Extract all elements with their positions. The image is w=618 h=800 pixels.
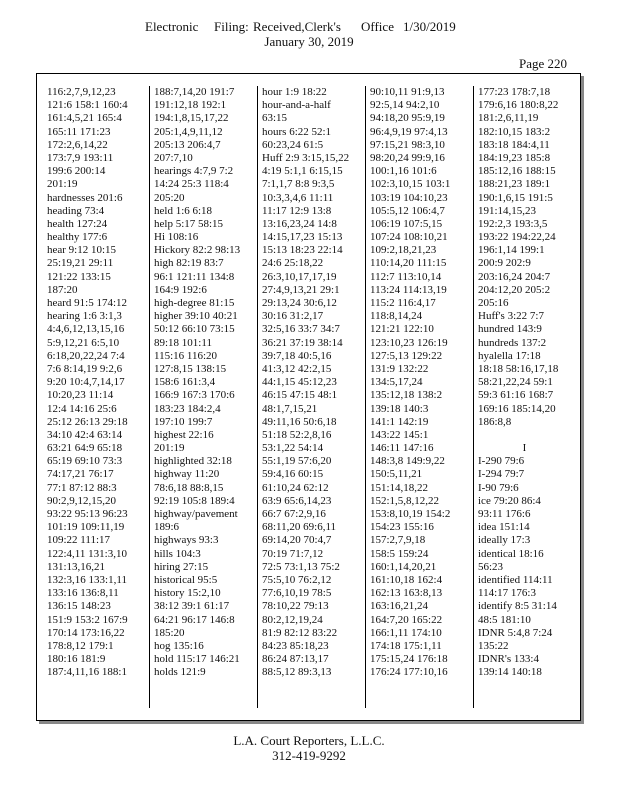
index-line: 133:16 136:8,11 <box>47 587 119 600</box>
index-line: 9:20 10:4,7,14,17 <box>47 376 125 389</box>
index-line: 131:13,16,21 <box>47 560 106 573</box>
index-line: idea 151:14 <box>478 521 530 534</box>
index-line: 194:1,8,15,17,22 <box>154 112 229 125</box>
index-line: hours 6:22 52:1 <box>262 125 332 138</box>
index-line: 32:5,16 33:7 34:7 <box>262 323 340 336</box>
index-line: 180:16 181:9 <box>47 653 106 666</box>
index-line: 193:22 194:22,24 <box>478 231 556 244</box>
index-line: 89:18 101:11 <box>154 336 212 349</box>
index-line: 178:8,12 179:1 <box>47 639 114 652</box>
index-line: 201:19 <box>154 442 185 455</box>
index-line: hyalella 17:18 <box>478 349 541 362</box>
index-line: 7:1,1,7 8:8 9:3,5 <box>262 178 335 191</box>
index-line: heading 73:4 <box>47 204 105 217</box>
index-line: heard 91:5 174:12 <box>47 297 128 309</box>
index-line: 121:6 158:1 160:4 <box>47 99 128 112</box>
index-line: 143:22 145:1 <box>370 428 429 441</box>
index-line: 191:14,15,23 <box>478 204 537 217</box>
index-line: 188:7,14,20 191:7 <box>154 86 235 98</box>
index-line: 18:18 58:16,17,18 <box>478 362 559 375</box>
index-line: 102:3,10,15 103:1 <box>370 178 451 191</box>
index-line: 78:10,22 79:13 <box>262 600 329 613</box>
index-line: 139:18 140:3 <box>370 402 429 415</box>
index-line: 115:16 116:20 <box>154 349 218 362</box>
index-line: 174:18 175:1,11 <box>370 639 442 652</box>
index-line: 136:15 148:23 <box>47 600 111 613</box>
index-line: 72:5 73:1,13 75:2 <box>262 560 340 573</box>
index-line: 203:16,24 204:7 <box>478 270 551 283</box>
index-line: 48:5 181:10 <box>478 613 531 626</box>
index-line: 204:12,20 205:2 <box>478 283 551 296</box>
index-line: 68:11,20 69:6,11 <box>262 521 337 534</box>
index-line: 78:6,18 88:8,15 <box>154 481 224 494</box>
index-line: 205:1,4,9,11,12 <box>154 125 223 138</box>
index-line: 110:14,20 111:15 <box>370 257 447 270</box>
index-line: 5:9,12,21 6:5,10 <box>47 336 120 349</box>
index-line: 49:11,16 50:6,18 <box>262 415 337 428</box>
index-column-3 <box>257 86 365 708</box>
index-line: 63:21 64:9 65:18 <box>47 442 123 455</box>
index-line: hearings 4:7,9 7:2 <box>154 165 234 178</box>
index-line: hour-and-a-half <box>262 99 331 112</box>
index-line: 179:6,16 180:8,22 <box>478 99 559 112</box>
index-line: 187:4,11,16 188:1 <box>47 666 127 679</box>
index-line: identify 8:5 31:14 <box>478 600 557 613</box>
index-line: 186:8,8 <box>478 415 512 428</box>
index-line: 205:13 206:4,7 <box>154 138 221 151</box>
index-line: 123:10,23 126:19 <box>370 336 448 349</box>
index-line: IDNR's 133:4 <box>478 653 539 666</box>
index-line: 122:4,11 131:3,10 <box>47 547 127 560</box>
index-line: 81:9 82:12 83:22 <box>262 626 338 639</box>
index-line: 160:1,14,20,21 <box>370 560 437 573</box>
index-line: 109:2,18,21,23 <box>370 244 437 257</box>
index-line: 11:17 12:9 13:8 <box>262 204 332 217</box>
index-column-1 <box>43 86 149 708</box>
index-line: Hi 108:16 <box>154 231 199 244</box>
index-column-5 <box>473 86 579 708</box>
index-line: ice 79:20 86:4 <box>478 494 541 507</box>
index-line: high-degree 81:15 <box>154 297 235 309</box>
index-line: 50:12 66:10 73:15 <box>154 323 235 336</box>
index-line: 101:19 109:11,19 <box>47 521 125 534</box>
index-line: I-290 79:6 <box>478 455 525 468</box>
index-line: 10:20,23 11:14 <box>47 389 114 402</box>
footer-phone: 312-419-9292 <box>272 748 346 763</box>
index-line: I-294 79:7 <box>478 468 525 481</box>
index-line: hardnesses 201:6 <box>47 191 123 204</box>
index-line: 86:24 87:13,17 <box>262 653 329 666</box>
index-line: Huff's 3:22 7:7 <box>478 310 544 323</box>
index-line: 148:3,8 149:9,22 <box>370 455 445 468</box>
index-line: 114:17 176:3 <box>478 587 536 600</box>
index-line: 77:6,10,19 78:5 <box>262 587 332 600</box>
index-line: 7:6 8:14,19 9:2,6 <box>47 362 123 375</box>
index-line: 24:6 25:18,22 <box>262 257 324 270</box>
index-line: hiring 27:15 <box>154 560 209 573</box>
index-line: 6:18,20,22,24 7:4 <box>47 349 125 362</box>
index-line: 188:21,23 189:1 <box>478 178 551 191</box>
index-line: 63:9 65:6,14,23 <box>262 494 332 507</box>
index-line: 172:2,6,14,22 <box>47 138 108 151</box>
index-line: 96:4,9,19 97:4,13 <box>370 125 448 138</box>
index-line: 66:7 67:2,9,16 <box>262 508 326 520</box>
index-line: 135:22 <box>478 639 509 652</box>
index-line: 59:4,16 60:15 <box>262 468 324 481</box>
index-line: highway/pavement <box>154 508 238 520</box>
index-line: 10:3,3,4,6 11:11 <box>262 191 334 204</box>
header-received: Received,Clerk's <box>253 19 341 34</box>
index-line: 177:23 178:7,18 <box>478 86 551 98</box>
index-line: 38:12 39:1 61:17 <box>154 600 230 613</box>
index-line: identical 18:16 <box>478 547 544 560</box>
index-line: Hickory 82:2 98:13 <box>154 244 241 257</box>
index-line: 205:16 <box>478 297 509 309</box>
index-line: history 15:2,10 <box>154 587 221 600</box>
header-date-long: January 30, 2019 <box>264 34 354 49</box>
index-line: 169:16 185:14,20 <box>478 402 556 415</box>
index-line: 27:4,9,13,21 29:1 <box>262 283 340 296</box>
index-column-2 <box>149 86 257 708</box>
index-line: 26:3,10,17,17,19 <box>262 270 337 283</box>
index-line: help 5:17 58:15 <box>154 217 224 230</box>
index-line: 166:9 167:3 170:6 <box>154 389 235 402</box>
index-line: 121:21 122:10 <box>370 323 434 336</box>
index-line: 93:11 176:6 <box>478 508 531 520</box>
index-line: 105:5,12 106:4,7 <box>370 204 445 217</box>
index-line: 14:24 25:3 118:4 <box>154 178 229 191</box>
index-line: hills 104:3 <box>154 547 201 560</box>
index-line: 152:1,5,8,12,22 <box>370 494 440 507</box>
index-line: highway 11:20 <box>154 468 220 481</box>
index-line: hold 115:17 146:21 <box>154 653 240 666</box>
index-line: 4:19 5:1,1 6:15,15 <box>262 165 343 178</box>
index-line: 134:5,17,24 <box>370 376 423 389</box>
index-line: hundred 143:9 <box>478 323 542 336</box>
index-line: 161:4,5,21 165:4 <box>47 112 122 125</box>
index-line: 39:7,18 40:5,16 <box>262 349 332 362</box>
index-line: hearing 1:6 3:1,3 <box>47 310 122 323</box>
index-line: 187:20 <box>47 283 78 296</box>
index-line: 80:2,12,19,24 <box>262 613 323 626</box>
index-line: 184:19,23 185:8 <box>478 151 551 164</box>
index-line: 162:13 163:8,13 <box>370 587 443 600</box>
index-line: 25:19,21 29:11 <box>47 257 114 270</box>
index-line: high 82:19 83:7 <box>154 257 224 270</box>
index-line: 197:10 199:7 <box>154 415 213 428</box>
index-line: historical 95:5 <box>154 573 218 586</box>
header-office: Office <box>361 19 394 34</box>
index-line: hundreds 137:2 <box>478 336 547 349</box>
index-line: 29:13,24 30:6,12 <box>262 297 337 309</box>
index-line: 70:19 71:7,12 <box>262 547 324 560</box>
index-line: 98:20,24 99:9,16 <box>370 151 445 164</box>
index-line: 41:3,12 42:2,15 <box>262 362 332 375</box>
index-line: holds 121:9 <box>154 666 206 679</box>
index-line: 173:7,9 193:11 <box>47 151 114 164</box>
header-filing: Filing: <box>214 19 249 34</box>
index-line: identified 114:11 <box>478 573 553 586</box>
index-line: 63:15 <box>262 112 288 125</box>
index-line: 170:14 173:16,22 <box>47 626 125 639</box>
index-line: 92:19 105:8 189:4 <box>154 494 235 507</box>
index-line: healthy 177:6 <box>47 231 108 244</box>
index-line: 59:3 61:16 168:7 <box>478 389 554 402</box>
index-line: 90:10,11 91:9,13 <box>370 86 445 98</box>
page-number: Page 220 <box>518 56 567 71</box>
index-line: 60:23,24 61:5 <box>262 138 324 151</box>
index-line: 109:22 111:17 <box>47 534 111 547</box>
index-line: 14:15,17,23 15:13 <box>262 231 343 244</box>
index-line: 30:16 31:2,17 <box>262 310 324 323</box>
index-line: 94:18,20 95:9,19 <box>370 112 445 125</box>
index-line: 164:7,20 165:22 <box>370 613 443 626</box>
index-line: 153:8,10,19 154:2 <box>370 508 451 520</box>
index-line: 13:16,23,24 14:8 <box>262 217 337 230</box>
index-line: 182:10,15 183:2 <box>478 125 551 138</box>
index-line: 185:12,16 188:15 <box>478 165 556 178</box>
index-line: 185:20 <box>154 626 185 639</box>
index-line: 115:2 116:4,17 <box>370 297 436 309</box>
footer-company: L.A. Court Reporters, L.L.C. <box>233 733 385 748</box>
index-line: higher 39:10 40:21 <box>154 310 238 323</box>
index-line: 157:2,7,9,18 <box>370 534 426 547</box>
index-line: 131:9 132:22 <box>370 362 429 375</box>
index-line: 151:14,18,22 <box>370 481 429 494</box>
index-line: 88:5,12 89:3,13 <box>262 666 332 679</box>
index-line: 175:15,24 176:18 <box>370 653 448 666</box>
index-line: ideally 17:3 <box>478 534 531 547</box>
header-electronic: Electronic <box>145 19 199 34</box>
index-line: 192:2,3 193:3,5 <box>478 217 548 230</box>
index-frame <box>36 73 581 721</box>
index-line: 46:15 47:15 48:1 <box>262 389 338 402</box>
index-line: 183:23 184:2,4 <box>154 402 221 415</box>
index-line: IDNR 5:4,8 7:24 <box>478 626 553 639</box>
index-line: 97:15,21 98:3,10 <box>370 138 445 151</box>
index-line: 146:11 147:16 <box>370 442 434 455</box>
index-line: 106:19 107:5,15 <box>370 217 443 230</box>
index-line: 183:18 184:4,11 <box>478 138 550 151</box>
index-line: 196:1,14 199:1 <box>478 244 545 257</box>
index-line: 92:5,14 94:2,10 <box>370 99 440 112</box>
index-line: 36:21 37:19 38:14 <box>262 336 343 349</box>
index-line: 84:23 85:18,23 <box>262 639 329 652</box>
index-line: 116:2,7,9,12,23 <box>47 86 116 98</box>
index-line: 96:1 121:11 134:8 <box>154 270 235 283</box>
index-line: 44:1,15 45:12,23 <box>262 376 337 389</box>
index-line: 51:18 52:2,8,16 <box>262 428 332 441</box>
index-line: 121:22 133:15 <box>47 270 111 283</box>
index-line: 48:1,7,15,21 <box>262 402 318 415</box>
index-line: 56:23 <box>478 560 504 573</box>
index-line: 77:1 87:12 88:3 <box>47 481 117 494</box>
index-line: highways 93:3 <box>154 534 219 547</box>
index-line: 132:3,16 133:1,11 <box>47 573 127 586</box>
index-line: 90:2,9,12,15,20 <box>47 494 117 507</box>
index-line: 135:12,18 138:2 <box>370 389 443 402</box>
index-line: 64:21 96:17 146:8 <box>154 613 235 626</box>
index-line: 107:24 108:10,21 <box>370 231 448 244</box>
index-line: 166:1,11 174:10 <box>370 626 442 639</box>
index-line: 34:10 42:4 63:14 <box>47 428 123 441</box>
index-line: 191:12,18 192:1 <box>154 99 227 112</box>
index-line: 199:6 200:14 <box>47 165 106 178</box>
index-line: 15:13 18:23 22:14 <box>262 244 343 257</box>
index-line: 165:11 171:23 <box>47 125 111 138</box>
index-line: 100:1,16 101:6 <box>370 165 437 178</box>
index-line: 112:7 113:10,14 <box>370 270 442 283</box>
index-line: 150:5,11,21 <box>370 468 423 481</box>
index-line: 4:4,6,12,13,15,16 <box>47 323 125 336</box>
index-line: 74:17,21 76:17 <box>47 468 114 481</box>
index-line: held 1:6 6:18 <box>154 204 213 217</box>
index-line: I <box>522 442 527 455</box>
index-line: 141:1 142:19 <box>370 415 429 428</box>
index-line: 53:1,22 54:14 <box>262 442 324 455</box>
index-line: 154:23 155:16 <box>370 521 434 534</box>
index-line: 61:10,24 62:12 <box>262 481 329 494</box>
index-line: 163:16,21,24 <box>370 600 429 613</box>
index-line: 164:9 192:6 <box>154 283 207 296</box>
index-line: I-90 79:6 <box>478 481 519 494</box>
index-line: highlighted 32:18 <box>154 455 232 468</box>
index-line: 205:20 <box>154 191 185 204</box>
index-line: 25:12 26:13 29:18 <box>47 415 128 428</box>
index-line: 75:5,10 76:2,12 <box>262 573 332 586</box>
index-line: highest 22:16 <box>154 428 214 441</box>
index-line: hour 1:9 18:22 <box>262 86 327 98</box>
index-line: 207:7,10 <box>154 151 193 164</box>
index-line: health 127:24 <box>47 217 108 230</box>
index-line <box>478 429 579 442</box>
index-line: 58:21,22,24 59:1 <box>478 376 553 389</box>
index-line: hear 9:12 10:15 <box>47 244 117 257</box>
index-line: 139:14 140:18 <box>478 666 542 679</box>
index-line: 189:6 <box>154 521 180 534</box>
index-column-4 <box>365 86 473 708</box>
index-line: Huff 2:9 3:15,15,22 <box>262 151 350 164</box>
index-line: 158:6 161:3,4 <box>154 376 216 389</box>
index-line: 12:4 14:16 25:6 <box>47 402 117 415</box>
index-line: 161:10,18 162:4 <box>370 573 443 586</box>
index-line: 118:8,14,24 <box>370 310 423 323</box>
index-line: 127:8,15 138:15 <box>154 362 227 375</box>
index-line: 113:24 114:13,19 <box>370 283 447 296</box>
index-line: 55:1,19 57:6,20 <box>262 455 332 468</box>
index-line: 181:2,6,11,19 <box>478 112 539 125</box>
index-line: 190:1,6,15 191:5 <box>478 191 553 204</box>
index-line: 158:5 159:24 <box>370 547 429 560</box>
index-line: 127:5,13 129:22 <box>370 349 443 362</box>
index-line: 201:19 <box>47 178 78 191</box>
index-line: 200:9 202:9 <box>478 257 531 270</box>
index-line: 176:24 177:10,16 <box>370 666 448 679</box>
index-line: 93:22 95:13 96:23 <box>47 508 128 520</box>
index-line: hog 135:16 <box>154 639 204 652</box>
index-line: 103:19 104:10,23 <box>370 191 448 204</box>
index-line: 151:9 153:2 167:9 <box>47 613 128 626</box>
index-line: 65:19 69:10 73:3 <box>47 455 123 468</box>
header-date: 1/30/2019 <box>403 19 456 34</box>
index-line: 69:14,20 70:4,7 <box>262 534 332 547</box>
